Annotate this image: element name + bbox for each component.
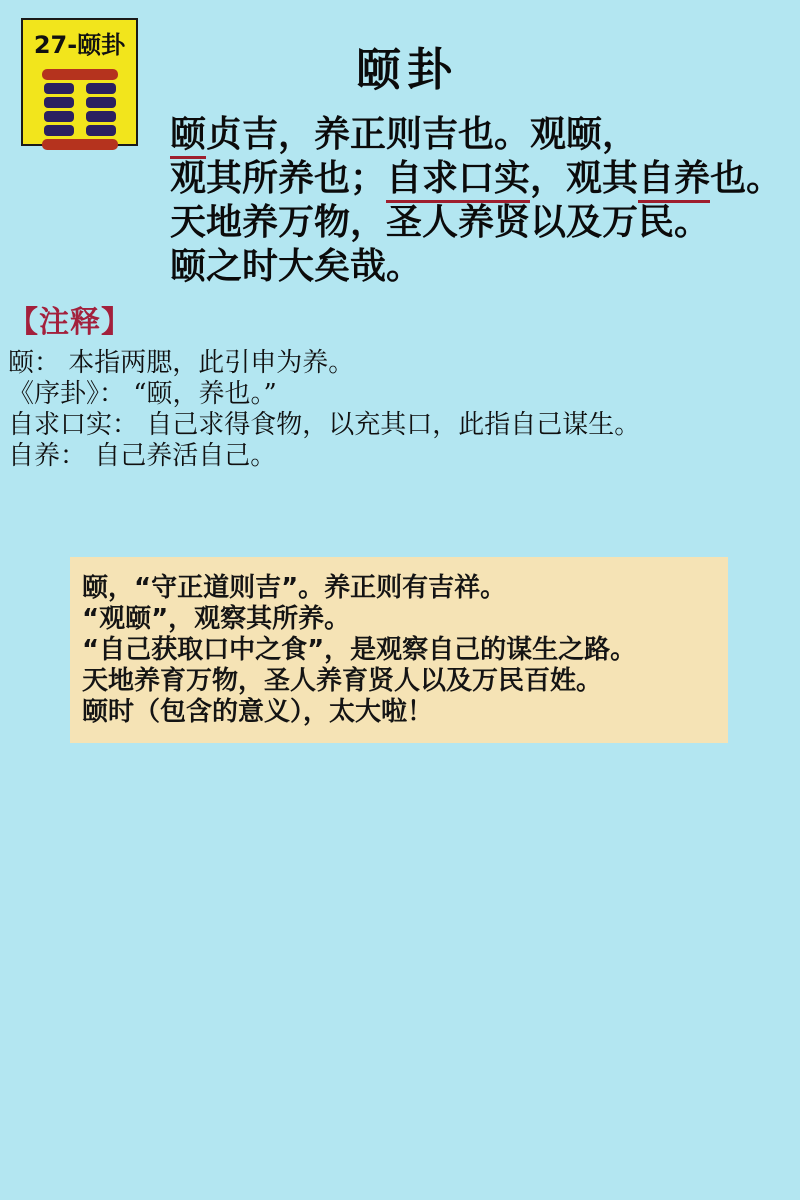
scripture-line bbox=[170, 156, 782, 200]
translation-line: “自己获取口中之食”，是观察自己的谋生之路。 bbox=[82, 635, 637, 665]
page-title: 颐卦 bbox=[355, 43, 458, 96]
translation-line: 颐时（包含的意义），太大啦！ bbox=[82, 697, 434, 727]
hexagram-line-broken bbox=[44, 125, 116, 136]
hexagram-line-segment bbox=[86, 125, 116, 136]
note-section-header: 【注释】 bbox=[8, 305, 132, 340]
annotation-item: 自养： 自己养活自己。 bbox=[8, 441, 277, 471]
hexagram-line-broken bbox=[44, 111, 116, 122]
scripture-segment: 也。 bbox=[710, 157, 783, 199]
scripture-segment: 观其所养也； bbox=[170, 157, 387, 199]
underlined-term: 自养 bbox=[638, 157, 710, 203]
scripture-segment: 贞吉，养正则吉也。观颐， bbox=[206, 113, 639, 155]
scripture-segment: ，观其 bbox=[530, 157, 639, 199]
badge-label: 27-颐卦 bbox=[33, 31, 126, 59]
hexagram-line-segment bbox=[86, 111, 116, 122]
translation-line: 天地养育万物，圣人养育贤人以及万民百姓。 bbox=[82, 666, 603, 696]
hexagram-line-segment bbox=[86, 97, 116, 108]
annotation-item: 《序卦》： “颐，养也。” bbox=[8, 379, 277, 409]
translation-box bbox=[70, 557, 728, 743]
scripture-line: 天地养万物，圣人养贤以及万民。 bbox=[170, 201, 711, 243]
scripture-line: 颐之时大矣哉。 bbox=[170, 245, 423, 287]
hexagram-line-solid bbox=[42, 139, 118, 150]
underlined-term: 自求口实 bbox=[386, 157, 530, 203]
annotation-item: 颐： 本指两腮，此引申为养。 bbox=[8, 348, 355, 378]
hexagram-line-broken bbox=[44, 97, 116, 108]
underlined-term: 颐 bbox=[170, 113, 206, 159]
annotation-list bbox=[8, 348, 640, 472]
scripture-line bbox=[170, 112, 782, 156]
hexagram-line-segment bbox=[44, 97, 74, 108]
hexagram-line-segment bbox=[44, 125, 74, 136]
translation-line: “观颐”，观察其所养。 bbox=[82, 604, 351, 634]
translation-line: 颐，“守正道则吉”。养正则有吉祥。 bbox=[82, 573, 507, 603]
scripture-text bbox=[170, 112, 782, 288]
hexagram-line-segment bbox=[44, 111, 74, 122]
annotation-item: 自求口实： 自己求得食物，以充其口，此指自己谋生。 bbox=[8, 410, 641, 440]
